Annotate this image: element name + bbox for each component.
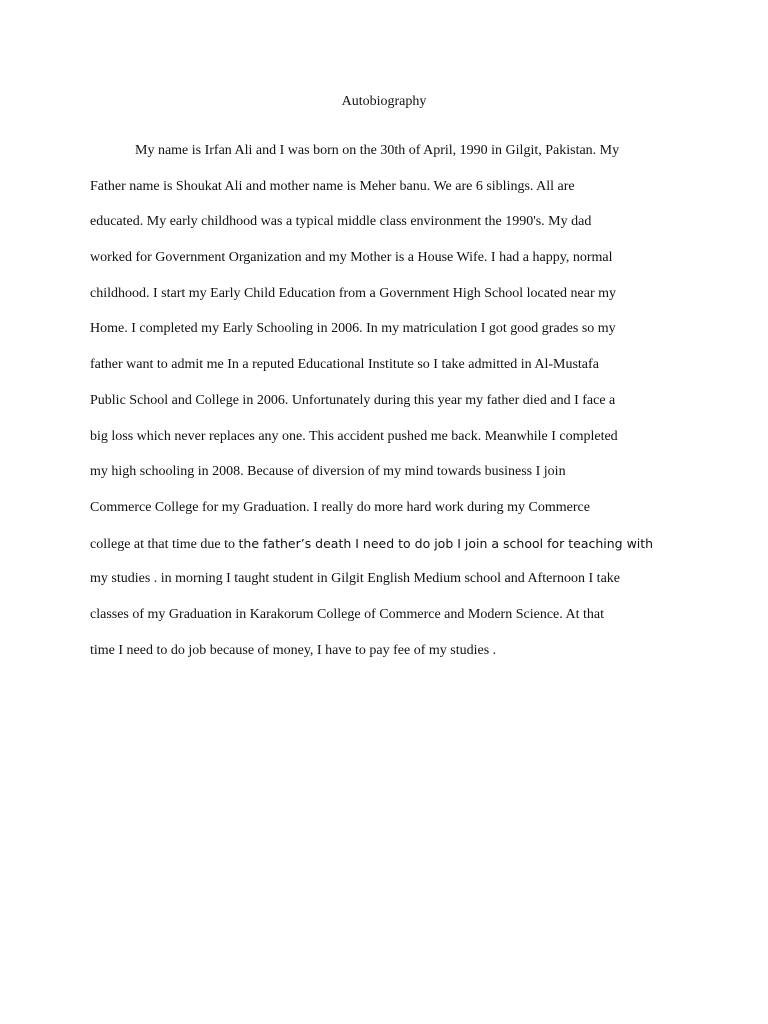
paragraph-line: Home. I completed my Early Schooling in 2006. In my matriculation I got good grades so my <box>90 321 616 337</box>
paragraph-line: Public School and College in 2006. Unfortunately during this year my father died and I face a <box>90 392 616 408</box>
paragraph-line-mixed-font <box>90 534 665 570</box>
paragraph-line: Commerce College for my Graduation. I really do more hard work during my Commerce <box>90 499 590 515</box>
paragraph-line: father want to admit me In a reputed Educational Institute so I take admitted in Al-Mustafa <box>90 357 599 373</box>
paragraph-line: educated. My early childhood was a typical middle class environment the 1990's. My dad <box>90 214 592 230</box>
document-title: Autobiography <box>341 94 427 109</box>
line-sans-segment: the father’s death I need to do job I join a school for teaching with <box>238 535 654 551</box>
paragraph-line: worked for Government Organization and my Mother is a House Wife. I had a happy, normal <box>90 250 613 266</box>
paragraph-line: classes of my Graduation in Karakorum College of Commerce and Modern Science. At that <box>90 606 604 622</box>
document-body <box>90 141 665 676</box>
paragraph-line: Father name is Shoukat Ali and mother name is Meher banu. We are 6 siblings. All are <box>90 178 575 194</box>
paragraph-line: big loss which never replaces any one. This accident pushed me back. Meanwhile I completed <box>90 428 618 444</box>
paragraph-line: my high schooling in 2008. Because of diversion of my mind towards business I join <box>90 464 566 480</box>
line-serif-segment: college at that time due to <box>90 536 239 552</box>
paragraph-line: my studies . in morning I taught student in Gilgit English Medium school and Afternoon I take <box>90 571 620 587</box>
paragraph-line: childhood. I start my Early Child Education from a Government High School located near my <box>90 285 617 301</box>
paragraph-line: My name is Irfan Ali and I was born on the 30th of April, 1990 in Gilgit, Pakistan. My <box>135 143 620 158</box>
paragraph-line: time I need to do job because of money, I have to pay fee of my studies . <box>90 642 497 658</box>
